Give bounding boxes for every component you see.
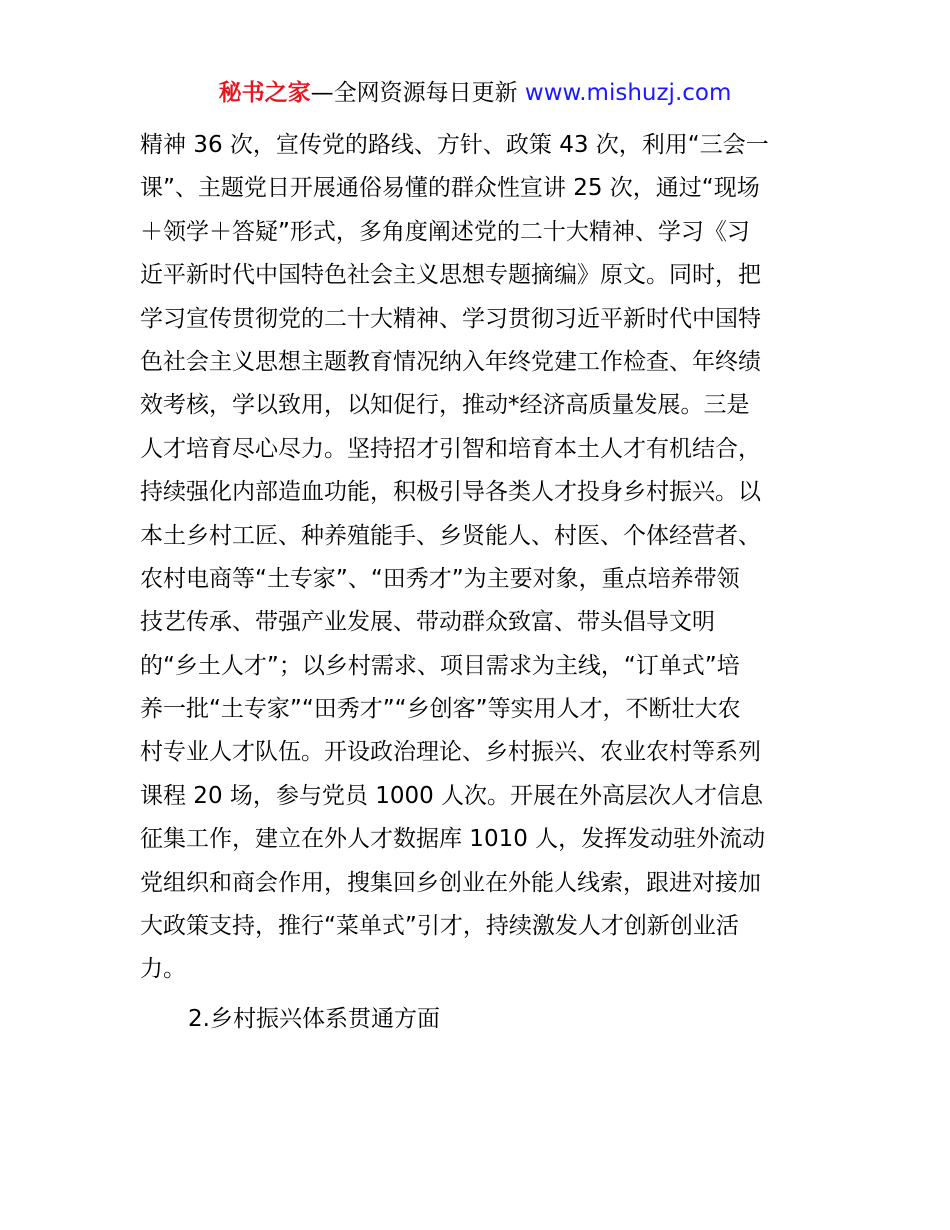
paragraph-line: 养一批“土专家”“田秀才”“乡创客”等实用人才，不断壮大农 bbox=[140, 696, 741, 723]
body-paragraph bbox=[140, 124, 820, 992]
paragraph-line: 精神 36 次，宣传党的路线、方针、政策 43 次，利用“三会一 bbox=[140, 132, 769, 158]
paragraph-line: 课”、主题党日开展通俗易懂的群众性宣讲 25 次，通过“现场 bbox=[140, 175, 760, 202]
site-url-link[interactable]: www.mishuzj.com bbox=[524, 80, 732, 106]
paragraph-line: 色社会主义思想主题教育情况纳入年终党建工作检查、年终绩 bbox=[140, 348, 761, 375]
paragraph-line: 近平新时代中国特色社会主义思想专题摘编》原文。同时，把 bbox=[140, 262, 761, 289]
section-heading: 2.乡村振兴体系贯通方面 bbox=[188, 1006, 440, 1032]
site-header bbox=[0, 76, 950, 110]
paragraph-line: 的“乡土人才”；以乡村需求、项目需求为主线，“订单式”培 bbox=[140, 652, 740, 679]
paragraph-line: 党组织和商会作用，搜集回乡创业在外能人线索，跟进对接加 bbox=[140, 869, 761, 896]
paragraph-line: 征集工作，建立在外人才数据库 1010 人，发挥发动驻外流动 bbox=[140, 826, 766, 853]
paragraph-line: 力。 bbox=[140, 956, 186, 983]
paragraph-line: 农村电商等“土专家”、“田秀才”为主要对象，重点培养带领 bbox=[140, 565, 740, 592]
paragraph-line: 课程 20 场，参与党员 1000 人次。开展在外高层次人才信息 bbox=[140, 782, 764, 809]
paragraph-line: 大政策支持，推行“菜单式”引才，持续激发人才创新创业活 bbox=[140, 913, 739, 940]
paragraph-line: 本土乡村工匠、种养殖能手、乡贤能人、村医、个体经营者、 bbox=[140, 522, 761, 549]
paragraph-line: ＋领学＋答疑”形式，多角度阐述党的二十大精神、学习《习 bbox=[140, 218, 750, 245]
paragraph-line: 人才培育尽心尽力。坚持招才引智和培育本土人才有机结合， bbox=[140, 435, 761, 462]
site-brand: 秘书之家 bbox=[218, 80, 311, 106]
paragraph-line: 效考核，学以致用，以知促行，推动*经济高质量发展。三是 bbox=[140, 392, 750, 419]
paragraph-line: 村专业人才队伍。开设政治理论、乡村振兴、农业农村等系列 bbox=[140, 739, 761, 766]
paragraph-line: 学习宣传贯彻党的二十大精神、学习贯彻习近平新时代中国特 bbox=[140, 305, 761, 332]
site-slogan: —全网资源每日更新 bbox=[310, 80, 525, 106]
paragraph-line: 技艺传承、带强产业发展、带动群众致富、带头倡导文明 bbox=[140, 609, 715, 636]
paragraph-line: 持续强化内部造血功能，积极引导各类人才投身乡村振兴。以 bbox=[140, 479, 761, 506]
